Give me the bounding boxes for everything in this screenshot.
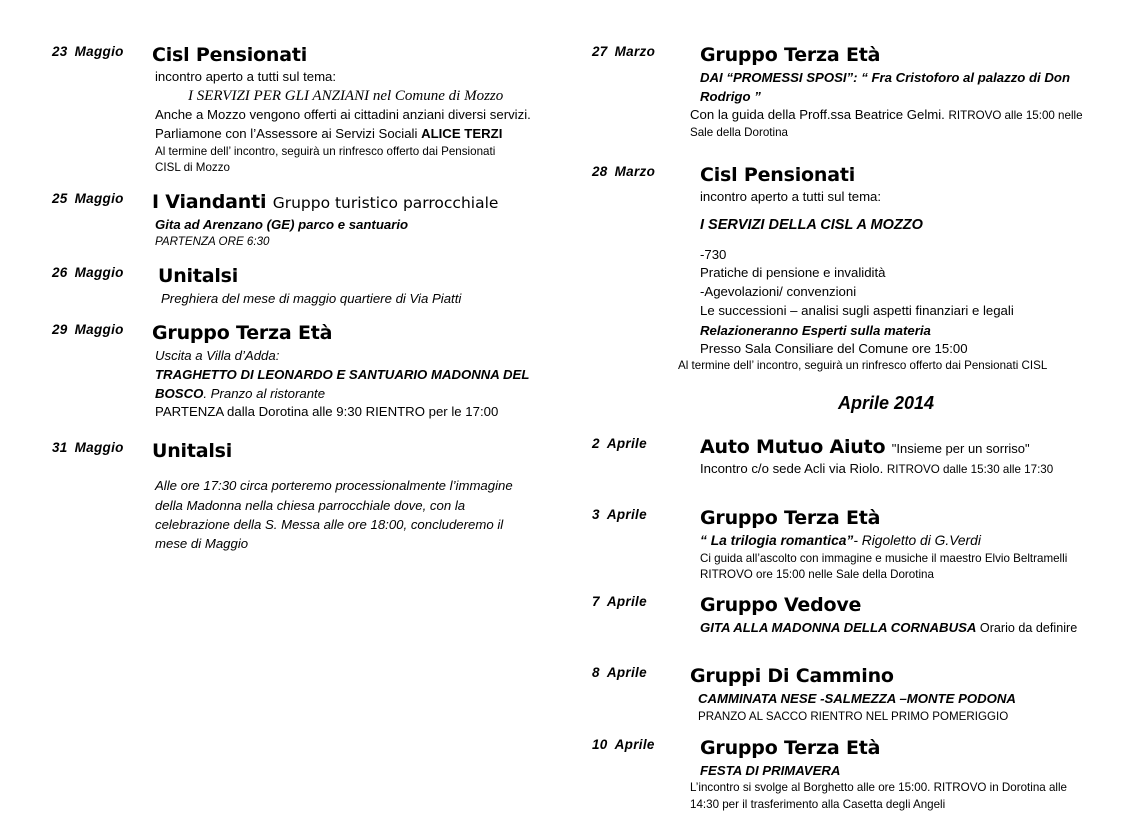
event-day: 26 [52, 264, 68, 280]
event-month: Aprile [606, 665, 647, 681]
event-body [700, 594, 1140, 637]
event-line [700, 531, 1140, 551]
event-entry [592, 507, 1140, 584]
event-month: Maggio [74, 440, 124, 456]
event-line: PRANZO AL SACCO RIENTRO NEL PRIMO POMERIGGIO [698, 709, 1009, 723]
event-body [158, 265, 582, 308]
event-line: Alle ore 17:30 circa porteremo processionalmente l’immagine [155, 478, 513, 494]
event-line-emphasis: GITA ALLA MADONNA DELLA CORNABUSA [700, 619, 977, 635]
event-body [690, 665, 1140, 725]
event-date [592, 594, 684, 609]
event-entry [52, 265, 582, 308]
event-line: Uscita a Villa d’Adda: [155, 348, 280, 364]
event-line: Ci guida all’ascolto con immagine e musiche il maestro Elvio Beltramelli [700, 551, 1068, 565]
event-body [152, 322, 582, 422]
event-line: Preghiera del mese di maggio quartiere di Via Piatti [161, 290, 462, 306]
event-date [592, 436, 684, 451]
event-title: Gruppi Di Cammino [690, 665, 894, 688]
event-entry [592, 436, 1140, 479]
event-line [155, 384, 582, 403]
event-line: RITROVO ore 15:00 nelle Sale della Dorotina [700, 568, 934, 582]
event-line-emphasis: ALICE TERZI [421, 126, 503, 142]
event-line: CISL di Mozzo [155, 161, 230, 175]
event-body [690, 44, 1140, 142]
event-line: 14:30 per il trasferimento alla Casetta degli Angeli [690, 797, 946, 811]
event-line: mese di Maggio [155, 535, 249, 551]
event-line [690, 106, 1140, 125]
event-entry [592, 164, 1140, 375]
event-title: Unitalsi [152, 440, 233, 463]
event-day: 23 [52, 44, 68, 59]
event-day: 27 [592, 44, 608, 59]
event-line-text: Incontro c/o sede Acli via Riolo. [700, 461, 887, 476]
event-line: L’incontro si svolge al Borghetto alle ore 15:00. RITROVO in Dorotina alle [690, 781, 1067, 795]
event-body [152, 191, 582, 251]
right-column [592, 44, 1140, 813]
event-body [152, 44, 582, 177]
event-line: Anche a Mozzo vengono offerti ai cittadini anziani diversi servizi. [155, 107, 531, 123]
event-title-main: I Viandanti [152, 190, 267, 213]
event-line: celebrazione della S. Messa alle ore 18:00, concluderemo il [155, 516, 504, 532]
event-body [690, 737, 1140, 813]
event-entry [592, 665, 1140, 725]
event-line-text: Orario da definire [976, 620, 1078, 635]
event-date [52, 322, 144, 337]
event-line: PARTENZA ORE 6:30 [155, 235, 270, 249]
event-month: Aprile [606, 593, 647, 609]
event-date [592, 164, 684, 179]
event-entry [52, 191, 582, 251]
event-line: Rodrigo ” [700, 89, 761, 105]
event-line: Al termine dell’ incontro, seguirà un rinfresco offerto dai Pensionati CISL [678, 359, 1048, 373]
event-title [700, 436, 1140, 459]
event-line: Le successioni – analisi sugli aspetti finanziari e legali [700, 302, 1014, 318]
event-date [592, 665, 684, 680]
event-date [592, 737, 684, 752]
event-title-quote: "Insieme per un sorriso" [891, 440, 1030, 456]
left-column [52, 44, 582, 553]
event-day: 28 [592, 163, 608, 179]
event-month: Aprile [606, 435, 647, 451]
event-line: Relazioneranno Esperti sulla materia [700, 322, 931, 338]
event-line: Sale della Dorotina [690, 126, 788, 140]
event-day: 2 [592, 435, 600, 451]
event-date [52, 191, 144, 206]
event-date [52, 440, 144, 455]
event-line: Presso Sala Consiliare del Comune ore 15:00 [700, 340, 968, 356]
event-line-emphasis: “ La trilogia romantica” [700, 532, 854, 548]
event-line [700, 460, 1140, 479]
event-title: Gruppo Vedove [700, 593, 862, 616]
event-title-main: Auto Mutuo Aiuto [700, 435, 886, 458]
event-title: Gruppo Terza Età [700, 44, 881, 66]
event-line: incontro aperto a tutti sul tema: [700, 188, 882, 204]
event-line-small: RITROVO alle 15:00 nelle [948, 109, 1083, 123]
event-title [152, 191, 582, 214]
event-entry [52, 440, 582, 553]
event-title: Gruppo Terza Età [700, 506, 881, 529]
event-line: Pratiche di pensione e invalidità [700, 265, 886, 281]
event-date [592, 507, 684, 522]
event-line [155, 125, 582, 144]
event-line-text: Con la guida della Proff.ssa Beatrice Gelmi. [690, 107, 949, 123]
event-month: Maggio [74, 264, 124, 280]
event-body [152, 440, 582, 553]
event-date [52, 265, 144, 280]
event-line: della Madonna nella chiesa parrocchiale dove, con la [155, 497, 466, 513]
event-line-text: - Rigoletto di G.Verdi [853, 532, 981, 548]
event-line: DAI “PROMESSI SPOSI”: “ Fra Cristoforo al palazzo di Don [700, 70, 1071, 86]
event-body [678, 163, 1140, 375]
event-line-text: . Pranzo al ristorante [203, 386, 326, 402]
event-line-emphasis: BOSCO [155, 386, 204, 402]
event-line: CAMMINATA NESE -SALMEZZA –MONTE PODONA [698, 691, 1016, 707]
event-day: 25 [52, 190, 68, 206]
event-entry [592, 737, 1140, 813]
event-month: Marzo [614, 163, 656, 179]
event-month: Maggio [74, 321, 124, 337]
event-date [592, 44, 684, 59]
event-line-small: RITROVO dalle 15:30 alle 17:30 [886, 463, 1054, 476]
event-line: I SERVIZI DELLA CISL A MOZZO [700, 216, 923, 233]
event-date [52, 44, 144, 59]
event-day: 10 [592, 737, 608, 752]
event-title-sub: Gruppo turistico parrocchiale [272, 193, 499, 212]
event-line: incontro aperto a tutti sul tema: [155, 69, 337, 85]
event-line: -Agevolazioni/ convenzioni [700, 284, 857, 300]
event-month: Marzo [614, 44, 656, 59]
event-line: Al termine dell’ incontro, seguirà un rinfresco offerto dai Pensionati [155, 144, 496, 158]
event-entry [592, 594, 1140, 637]
event-line-text: Parliamone con l’Assessore ai Servizi Sociali [155, 126, 422, 142]
event-line: PARTENZA dalla Dorotina alle 9:30 RIENTRO per le 17:00 [155, 404, 499, 420]
event-month: Aprile [606, 506, 647, 522]
event-title: Cisl Pensionati [700, 163, 856, 186]
event-line: -730 [700, 246, 727, 262]
event-day: 29 [52, 321, 68, 337]
event-entry [52, 322, 582, 422]
event-body [700, 436, 1140, 479]
event-line: TRAGHETTO DI LEONARDO E SANTUARIO MADONNA DEL [155, 367, 530, 383]
event-day: 8 [592, 665, 600, 681]
event-line: I SERVIZI PER GLI ANZIANI nel Comune di Mozzo [188, 87, 504, 104]
event-title: Gruppo Terza Età [700, 737, 881, 759]
event-day: 7 [592, 593, 600, 609]
event-body [700, 507, 1140, 584]
month-heading-april: Aprile 2014 [837, 392, 935, 413]
event-day: 3 [592, 506, 600, 522]
event-title: Cisl Pensionati [152, 44, 308, 66]
event-month: Maggio [74, 190, 124, 206]
event-title: Gruppo Terza Età [152, 321, 333, 344]
event-month: Aprile [614, 737, 655, 752]
event-line: FESTA DI PRIMAVERA [700, 763, 841, 779]
event-title: Unitalsi [158, 264, 239, 287]
event-line [700, 618, 1140, 637]
event-line: Gita ad Arenzano (GE) parco e santuario [155, 216, 409, 232]
event-entry [52, 44, 582, 177]
event-day: 31 [52, 440, 68, 456]
event-entry [592, 44, 1140, 142]
event-month: Maggio [74, 44, 124, 59]
